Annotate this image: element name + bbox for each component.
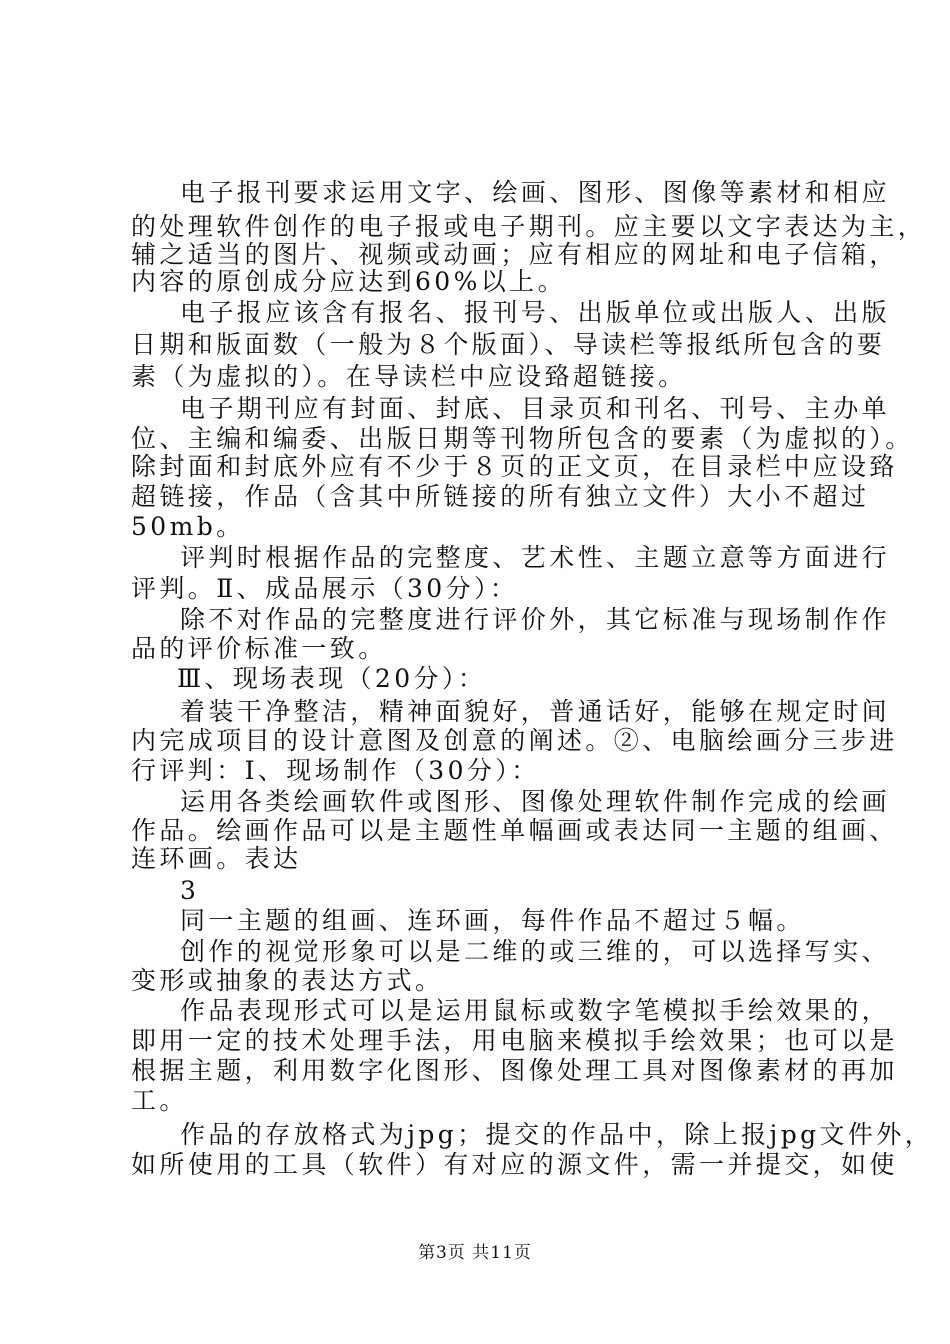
paragraph-line: 创作的视觉形象可以是二维的或三维的，可以选择写实、 — [180, 937, 891, 966]
paragraph-line: 行评判：Ⅰ、现场制作（30分）： — [131, 756, 540, 785]
paragraph-line: 除不对作品的完整度进行评价外，其它标准与现场制作作 — [180, 605, 891, 634]
paragraph-line: 作品。绘画作品可以是主题性单幅画或表达同一主题的组画、 — [131, 816, 898, 845]
paragraph-line: 内完成项目的设计意图及创意的阐述。②、电脑绘画分三步进 — [131, 726, 898, 755]
paragraph-line: 电子报应该含有报名、报刊号、出版单位或出版人、出版 — [180, 298, 891, 327]
paragraph-line: 运用各类绘画软件或图形、图像处理软件制作完成的绘画 — [180, 787, 891, 816]
paragraph-line: 着装干净整洁，精神面貌好，普通话好，能够在规定时间 — [180, 697, 891, 726]
paragraph-line: 日期和版面数（一般为８个版面）、导读栏等报纸所包含的要 — [131, 330, 886, 359]
paragraph-line: 同一主题的组画、连环画，每件作品不超过５幅。 — [180, 906, 805, 935]
paragraph-line: 作品的存放格式为jpg；提交的作品中，除上报jpg文件外， — [180, 1120, 934, 1149]
paragraph-line: 如所使用的工具（软件）有对应的源文件，需一并提交，如使 — [131, 1150, 898, 1179]
paragraph-line: 根据主题，利用数字化图形、图像处理工具对图像素材的再加 — [131, 1056, 898, 1085]
paragraph-line: 即用一定的技术处理手法，用电脑来模拟手绘效果；也可以是 — [131, 1026, 898, 1055]
paragraph-line: 超链接，作品（含其中所链接的所有独立文件）大小不超过 — [131, 482, 870, 511]
paragraph-line: 评判。Ⅱ、成品展示（30分）： — [131, 574, 519, 603]
paragraph-line: 辅之适当的图片、视频或动画；应有相应的网址和电子信箱， — [131, 240, 898, 269]
page-footer: 第3页 共11页 — [418, 1243, 532, 1263]
paragraph-line: 素（为虚拟的）。在导读栏中应设臵超链接。 — [131, 362, 687, 391]
paragraph-line: 50mb。 — [131, 512, 245, 541]
paragraph-line: 位、主编和编委、出版日期等刊物所包含的要素（为虚拟的）。 — [131, 424, 914, 453]
paragraph-line: 作品表现形式可以是运用鼠标或数字笔模拟手绘效果的， — [180, 996, 891, 1025]
section-heading: Ⅲ、现场表现（20分）： — [177, 664, 487, 693]
paragraph-line: 内容的原创成分应达到60%以上。 — [131, 267, 566, 296]
inline-page-number: 3 — [180, 876, 200, 905]
paragraph-line: 变形或抽象的表达方式。 — [131, 966, 444, 995]
paragraph-line: 工。 — [131, 1086, 188, 1115]
paragraph-line: 电子期刊应有封面、封底、目录页和刊名、刊号、主办单 — [180, 394, 891, 423]
paragraph-line: 连环画。表达 — [131, 844, 302, 873]
paragraph-line: 评判时根据作品的完整度、艺术性、主题立意等方面进行 — [180, 543, 891, 572]
paragraph-line: 品的评价标准一致。 — [131, 634, 387, 663]
paragraph-line: 电子报刊要求运用文字、绘画、图形、图像等素材和相应 — [180, 178, 891, 207]
paragraph-line: 的处理软件创作的电子报或电子期刊。应主要以文字表达为主， — [131, 212, 927, 241]
paragraph-line: 除封面和封底外应有不少于８页的正文页，在目录栏中应设臵 — [131, 452, 898, 481]
